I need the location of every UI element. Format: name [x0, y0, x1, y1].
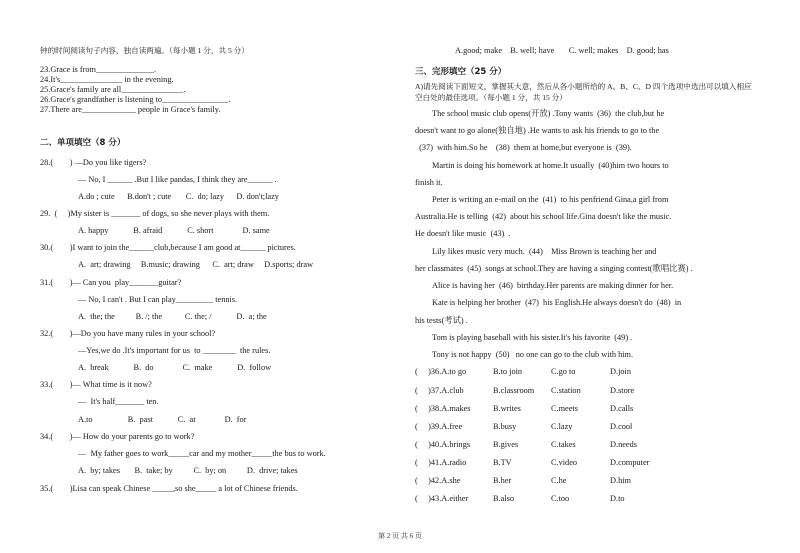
fill-blank-25: 25.Grace's family are all_______________. — [40, 85, 186, 94]
fill-blank-26: 26.Grace's grandfather is listening to________________. — [40, 95, 231, 104]
passage-line: Tony is not happy (50) no one can go to the club with him. — [432, 350, 634, 359]
passage-line: (37) with him.So he (38) them at home,but everyone is (39). — [415, 143, 632, 152]
answer-option-b: B.gives — [493, 440, 519, 449]
question-32-stem: 32.( )—Do you have many rules in your school? — [40, 329, 216, 338]
answer-number: ( )39.A.free — [415, 422, 463, 431]
answer-option-c: C.takes — [551, 440, 576, 449]
question-29-options: A. happy B. afraid C. short D. same — [78, 226, 270, 235]
question-31-sub: — No, I can't . But I can play_________ tennis. — [78, 295, 238, 304]
answer-option-d: D.to — [610, 494, 625, 503]
answer-option-b: B.TV — [493, 458, 512, 467]
passage-line: Alice is having her (46) birthday.Her parents are making dinner for her. — [432, 281, 674, 290]
question-28-sub: — No, I ______ .But I like pandas, I think they are______ . — [78, 175, 277, 184]
answer-option-b: B.busy — [493, 422, 517, 431]
answer-option-d: D.store — [610, 386, 635, 395]
answer-number: ( )40.A.brings — [415, 440, 471, 449]
answer-option-d: D.cool — [610, 422, 633, 431]
question-31-stem: 31.( )— Can you play_______guitar? — [40, 278, 182, 287]
instruction-line-1: A)请先阅读下面短文，掌握其大意，然后从各小题所给的 A、B、C、D 四个选项中选出可以填入相应 — [415, 82, 752, 91]
answer-option-d: D.needs — [610, 440, 637, 449]
question-29-stem: 29. ( )My sister is _______ of dogs, so she never plays with them. — [40, 209, 270, 218]
answer-option-d: D.computer — [610, 458, 650, 467]
answer-option-b: B.writes — [493, 404, 521, 413]
question-33-options: A.to B. past C. at D. for — [78, 415, 247, 424]
passage-line: Lily likes music very much. (44) Miss Brown is teaching her and — [432, 247, 657, 256]
fill-blank-27: 27.There are_____________ people in Grace's family. — [40, 105, 221, 114]
answer-option-c: C.video — [551, 458, 578, 467]
answer-option-c: C.meets — [551, 404, 578, 413]
passage-line: Peter is writing an e-mail on the (41) to his penfriend Gina,a girl from — [432, 195, 669, 204]
passage-line: The school music club opens(开放) .Tony wants (36) the club,but he — [432, 109, 665, 118]
passage-line: her classmates (45) songs at school.They are having a singing contest(歌唱比赛) . — [415, 264, 693, 273]
answer-number: ( )43.A.either — [415, 494, 469, 503]
answer-number: ( )41.A.radio — [415, 458, 467, 467]
answer-option-d: D.join — [610, 367, 631, 376]
question-28-options: A.do ; cute B.don't ; cute C. do; lazy D. don't;lazy — [78, 192, 279, 201]
fill-blank-24: 24.It's_______________ in the evening. — [40, 75, 174, 84]
question-34-options: A. by; takes B. take; by C. by; on D. drive; takes — [78, 466, 298, 475]
question-28-stem: 28.( ) —Do you like tigers? — [40, 158, 147, 167]
answer-option-d: D.calls — [610, 404, 634, 413]
question-33-sub: — It's half_______ ten. — [78, 397, 159, 406]
question-32-options: A. break B. do C. make D. follow — [78, 363, 272, 372]
page-footer: 第 2 页 共 6 页 — [378, 532, 422, 540]
answer-option-c: C.station — [551, 386, 581, 395]
question-34-stem: 34.( )— How do your parents go to work? — [40, 432, 195, 441]
question-31-options: A. the; the B. /; the C. the; / D. a; the — [78, 312, 267, 321]
passage-line: doesn't want to go alone(独自地) .He wants to ask his friends to go to the — [415, 126, 660, 135]
answer-option-c: C.lazy — [551, 422, 573, 431]
answer-option-b: B.also — [493, 494, 514, 503]
intro-line: 钟的时间阅读句子内容，独自读两遍。（每小题 1 分，共 5 分） — [40, 46, 249, 55]
answer-number: ( )38.A.makes — [415, 404, 471, 413]
answer-option-c: C.he — [551, 476, 567, 485]
passage-line: Tom is playing baseball with his sister.It's his favorite (49) . — [432, 333, 633, 342]
question-35-stem: 35.( )Lisa can speak Chinese _____,so she_____ a lot of Chinese friends. — [40, 484, 298, 493]
fill-blank-23: 23.Grace is from______________. — [40, 65, 157, 74]
answer-option-b: B.classroom — [493, 386, 535, 395]
question-30-options: A. art; drawing B.music; drawing C. art; draw D.sports; draw — [78, 260, 314, 269]
question-30-stem: 30.( )I want to join the______club,because I am good at______ pictures. — [40, 243, 296, 252]
passage-line: his tests(考试) . — [415, 316, 468, 325]
answer-number: ( )42.A.she — [415, 476, 461, 485]
answer-option-b: B.her — [493, 476, 512, 485]
answer-option-d: D.him — [610, 476, 631, 485]
section-3-title: 三、完形填空（25 分） — [415, 67, 507, 77]
answer-option-b: B.to join — [493, 367, 523, 376]
passage-line: Martin is doing his homework at home.It usually (40)him two hours to — [432, 161, 669, 170]
passage-line: Kate is helping her brother (47) his English.He always doesn't do (48) in — [432, 298, 682, 307]
question-34-sub: — My father goes to work_____car and my mother_____the bus to work. — [78, 449, 326, 458]
answer-number: ( )37.A.club — [415, 386, 464, 395]
section-2-title: 二、单项填空（8 分） — [40, 138, 126, 148]
passage-line: finish it. — [415, 178, 443, 187]
question-35-options: A.good; make B. well; have C. well; makes D. good; has — [455, 46, 669, 55]
passage-line: He doesn't like music (43) . — [415, 229, 511, 238]
passage-line: Australia.He is telling (42) about his school life.Gina doesn't like the music. — [415, 212, 672, 221]
question-33-stem: 33.( )— What time is it now? — [40, 380, 152, 389]
answer-number: ( )36.A.to go — [415, 367, 467, 376]
question-32-sub: —Yes,we do .It's important for us to ________ the rules. — [78, 346, 271, 355]
instruction-line-2: 空白处的最佳选项。（每小题 1 分，共 15 分） — [415, 93, 567, 102]
answer-option-c: C.too — [551, 494, 570, 503]
answer-option-c: C.go to — [551, 367, 576, 376]
